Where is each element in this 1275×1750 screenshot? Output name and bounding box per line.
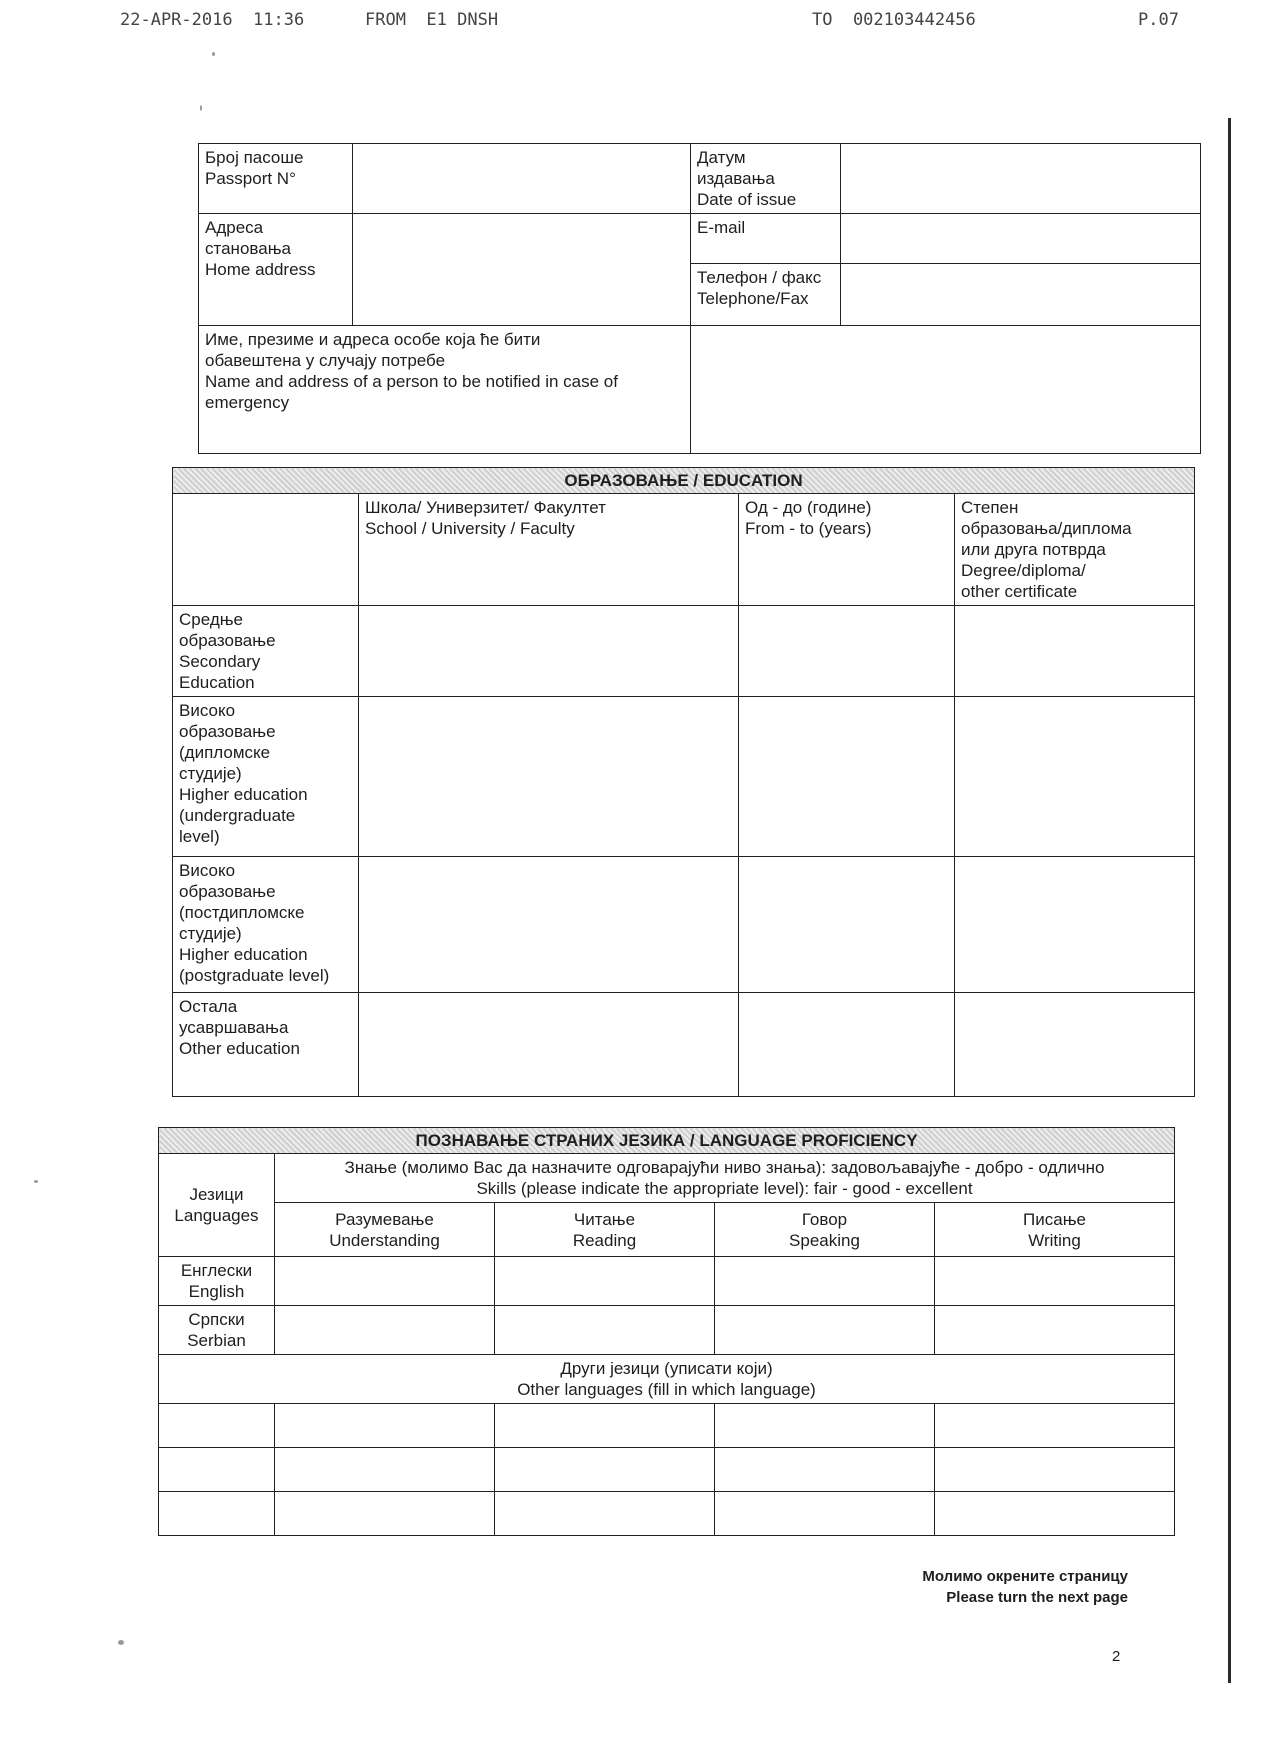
skills-note: Знање (молимо Вас да назначите одговарајући ниво знања): задовољавајуће - добро - одлично Skills (please indicate the appropriate level): fair - good - excellent [275,1154,1175,1203]
postgraduate-years-field[interactable] [739,857,955,993]
other-language-2-writing[interactable] [935,1448,1175,1492]
undergraduate-education-label: Високо образовање (дипломске студије) Higher education (undergraduate level) [173,697,359,857]
page-number: 2 [1112,1648,1121,1665]
serbian-label: Српски Serbian [159,1306,275,1355]
other-language-2-understanding[interactable] [275,1448,495,1492]
emergency-contact-label: Име, презиме и адреса особе која ће бити обавештена у случају потребе Name and address of a person to be notified in case of emergency [199,326,691,454]
other-language-3-speaking[interactable] [715,1492,935,1536]
other-language-1-writing[interactable] [935,1404,1175,1448]
understanding-column-header: Разумевање Understanding [275,1203,495,1257]
serbian-understanding-field[interactable] [275,1306,495,1355]
home-address-label: Адреса становања Home address [199,214,353,326]
other-language-1-understanding[interactable] [275,1404,495,1448]
emergency-contact-field[interactable] [691,326,1201,454]
postgraduate-school-field[interactable] [359,857,739,993]
other-language-1-reading[interactable] [495,1404,715,1448]
other-language-2-speaking[interactable] [715,1448,935,1492]
other-language-3-writing[interactable] [935,1492,1175,1536]
email-field[interactable] [841,214,1201,264]
other-language-1-speaking[interactable] [715,1404,935,1448]
education-table [172,467,1195,1097]
language-proficiency-table [158,1127,1175,1536]
scan-speck [200,105,202,111]
other-languages-label: Други језици (уписати који) Other languages (fill in which language) [159,1355,1175,1404]
personal-info-table [198,143,1201,454]
secondary-education-label: Средње образовање Secondary Education [173,606,359,697]
postgraduate-degree-field[interactable] [955,857,1195,993]
issue-date-field[interactable] [841,144,1201,214]
postgraduate-education-label: Високо образовање (постдипломске студије) Higher education (postgraduate level) [173,857,359,993]
fax-from: FROM E1 DNSH [365,10,499,30]
serbian-writing-field[interactable] [935,1306,1175,1355]
reading-column-header: Читање Reading [495,1203,715,1257]
serbian-speaking-field[interactable] [715,1306,935,1355]
language-heading: ПОЗНАВАЊЕ СТРАНИХ ЈЕЗИКА / LANGUAGE PROFICIENCY [159,1128,1175,1154]
fax-page: P.07 [1138,10,1179,30]
fax-to: TO 002103442456 [812,10,976,30]
other-education-label: Остала усавршавања Other education [173,993,359,1097]
other-language-3-name[interactable] [159,1492,275,1536]
degree-column-header: Степен образовања/диплома или друга потврда Degree/diploma/ other certificate [955,494,1195,606]
undergraduate-degree-field[interactable] [955,697,1195,857]
other-education-years-field[interactable] [739,993,955,1097]
other-language-3-understanding[interactable] [275,1492,495,1536]
other-education-degree-field[interactable] [955,993,1195,1097]
serbian-reading-field[interactable] [495,1306,715,1355]
telephone-fax-field[interactable] [841,264,1201,326]
english-writing-field[interactable] [935,1257,1175,1306]
scan-speck [118,1640,124,1645]
undergraduate-years-field[interactable] [739,697,955,857]
education-corner-cell [173,494,359,606]
page-edge-line [1228,118,1231,1683]
other-language-1-name[interactable] [159,1404,275,1448]
secondary-school-field[interactable] [359,606,739,697]
languages-label: Језици Languages [159,1154,275,1257]
speaking-column-header: Говор Speaking [715,1203,935,1257]
secondary-degree-field[interactable] [955,606,1195,697]
fax-header [0,10,1275,34]
undergraduate-school-field[interactable] [359,697,739,857]
scan-speck [212,52,215,56]
home-address-field[interactable] [353,214,691,326]
other-education-school-field[interactable] [359,993,739,1097]
scan-speck [34,1180,38,1183]
turn-page-note: Молимо окрените страницу Please turn the next page [922,1568,1128,1606]
english-understanding-field[interactable] [275,1257,495,1306]
passport-field[interactable] [353,144,691,214]
telephone-fax-label: Телефон / факс Telephone/Fax [691,264,841,326]
issue-date-label: Датум издавања Date of issue [691,144,841,214]
passport-label: Број пасоше Passport N° [199,144,353,214]
english-speaking-field[interactable] [715,1257,935,1306]
english-label: Енглески English [159,1257,275,1306]
writing-column-header: Писање Writing [935,1203,1175,1257]
education-heading: ОБРАЗОВАЊЕ / EDUCATION [173,468,1195,494]
secondary-years-field[interactable] [739,606,955,697]
other-language-3-reading[interactable] [495,1492,715,1536]
other-language-2-reading[interactable] [495,1448,715,1492]
email-label: E-mail [691,214,841,264]
fax-datetime: 22-APR-2016 11:36 [120,10,305,30]
english-reading-field[interactable] [495,1257,715,1306]
school-column-header: Школа/ Универзитет/ Факултет School / University / Faculty [359,494,739,606]
years-column-header: Од - до (године) From - to (years) [739,494,955,606]
other-language-2-name[interactable] [159,1448,275,1492]
